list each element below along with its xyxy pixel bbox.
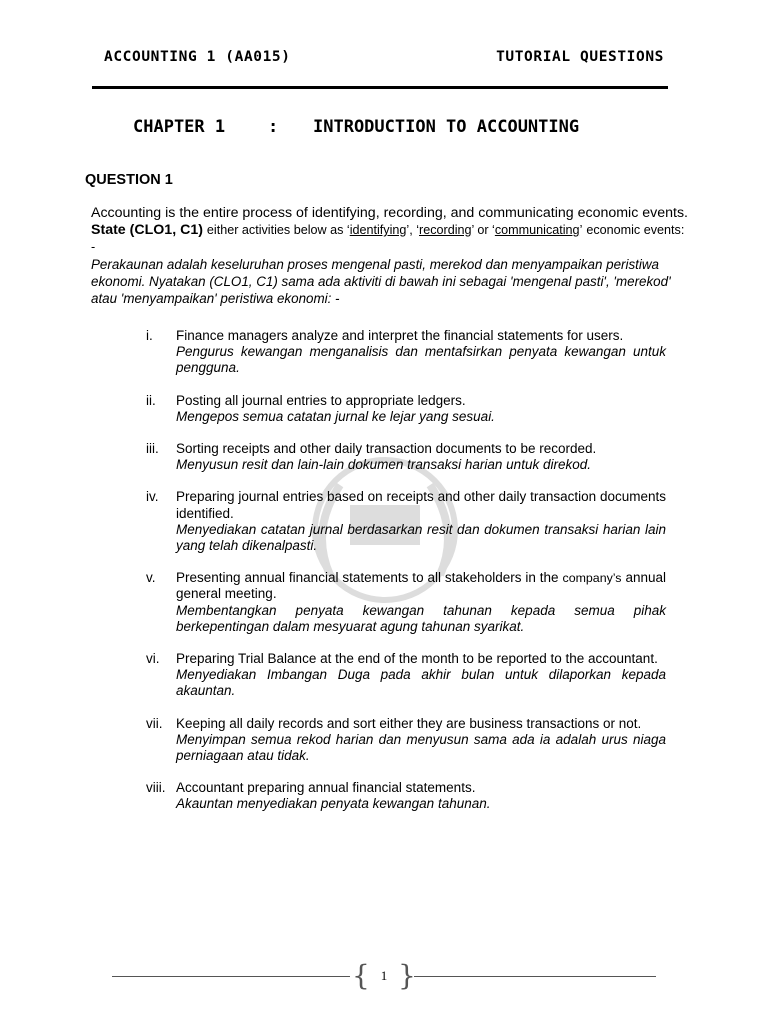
- item-number: ii.: [146, 392, 156, 408]
- item-malay: Menyediakan catatan jurnal berdasarkan resit dan dokumen transaksi harian lain yang telah dikenalpasti.: [176, 521, 666, 554]
- page-number: 1: [380, 968, 388, 983]
- question-title: QUESTION 1: [85, 172, 173, 188]
- item-english: Sorting receipts and other daily transaction documents to be recorded.: [176, 441, 597, 457]
- item-english: Preparing journal entries based on receipts and other daily transaction documents identified.: [176, 489, 666, 521]
- chapter-title: INTRODUCTION TO ACCOUNTING: [313, 117, 580, 137]
- item-malay: Mengepos semua catatan jurnal ke lejar yang sesuai.: [176, 408, 495, 424]
- term-communicating: communicating: [494, 223, 580, 237]
- intro-en-3: economic events: -: [91, 223, 685, 254]
- item-english-company: company’s: [562, 571, 622, 586]
- item-number: vi.: [146, 651, 160, 667]
- intro-en-2: either activities below as ‘: [206, 223, 350, 237]
- term-identifying: identifying: [349, 223, 407, 237]
- list-item: [146, 328, 666, 377]
- list-item: [146, 441, 666, 473]
- item-malay: Pengurus kewangan menganalisis dan mentafsirkan penyata kewangan untuk pengguna.: [176, 344, 666, 376]
- footer-rule-left: [112, 976, 350, 977]
- list-item: [146, 489, 666, 554]
- item-malay: Menyusun resit dan lain-lain dokumen transaksi harian untuk direkod.: [176, 457, 591, 473]
- header-doc-type: TUTORIAL QUESTIONS: [496, 49, 664, 65]
- activity-list: [146, 328, 666, 829]
- item-english: Accountant preparing annual financial statements.: [176, 780, 476, 796]
- item-malay: Membentangkan penyata kewangan tahunan kepada semua pihak berkepentingan dalam mesyuarat agung tahunan syarikat.: [176, 602, 666, 634]
- chapter-label: CHAPTER 1: [133, 117, 226, 137]
- item-english: Preparing Trial Balance at the end of the month to be reported to the accountant.: [176, 651, 658, 667]
- term-recording: recording: [419, 223, 472, 237]
- footer-brace-left: {: [352, 959, 370, 992]
- item-english: Keeping all daily records and sort either they are business transactions or not.: [176, 715, 642, 731]
- item-malay: Menyimpan semua rekod harian dan menyusun sama ada ia adalah urus niaga perniagaan atau tidak.: [176, 731, 666, 764]
- footer-brace-right: }: [398, 959, 416, 992]
- chapter-separator: :: [268, 117, 279, 137]
- intro-sep-3: ’: [579, 223, 583, 237]
- header-rule: [92, 86, 668, 89]
- item-malay: Akauntan menyediakan penyata kewangan tahunan.: [176, 796, 491, 812]
- item-number: iii.: [146, 441, 159, 457]
- item-english: Finance managers analyze and interpret the financial statements for users.: [176, 328, 624, 343]
- header-course: ACCOUNTING 1 (AA015): [104, 49, 291, 65]
- item-english-part-2: annual general meeting.: [176, 570, 666, 602]
- intro-malay: Perakaunan adalah keseluruhan proses mengenal pasti, merekod dan menyampaikan peristiwa ekonomi. Nyatakan (CLO1, C1) sama ada aktiviti di bawah ini sebagai 'mengenal pasti', 'merekod' atau 'menyampaikan' peristiwa ekonomi: -: [91, 257, 671, 306]
- list-item: [146, 780, 666, 812]
- list-item: [146, 651, 666, 700]
- item-number: vii.: [146, 715, 163, 731]
- intro-sep-2: ’ or ‘: [471, 223, 495, 237]
- item-number: iv.: [146, 489, 159, 505]
- item-malay: Menyediakan Imbangan Duga pada akhir bulan untuk dilaporkan kepada akauntan.: [176, 667, 666, 699]
- intro-sep-1: ’, ‘: [406, 223, 420, 237]
- item-number: viii.: [146, 780, 166, 796]
- item-number: v.: [146, 570, 156, 586]
- item-english-part-1: Presenting annual financial statements to all stakeholders in the: [176, 570, 559, 586]
- item-english: Posting all journal entries to appropriate ledgers.: [176, 392, 466, 408]
- item-number: i.: [146, 328, 153, 343]
- list-item: [146, 716, 666, 765]
- list-item: [146, 570, 666, 635]
- question-intro: [91, 205, 691, 307]
- intro-state-label: State (CLO1, C1): [91, 222, 203, 238]
- item-english: [176, 570, 666, 602]
- intro-en-1: Accounting is the entire process of identifying, recording, and communicating economic events.: [91, 205, 688, 221]
- footer-rule-right: [414, 976, 656, 977]
- list-item: [146, 393, 666, 425]
